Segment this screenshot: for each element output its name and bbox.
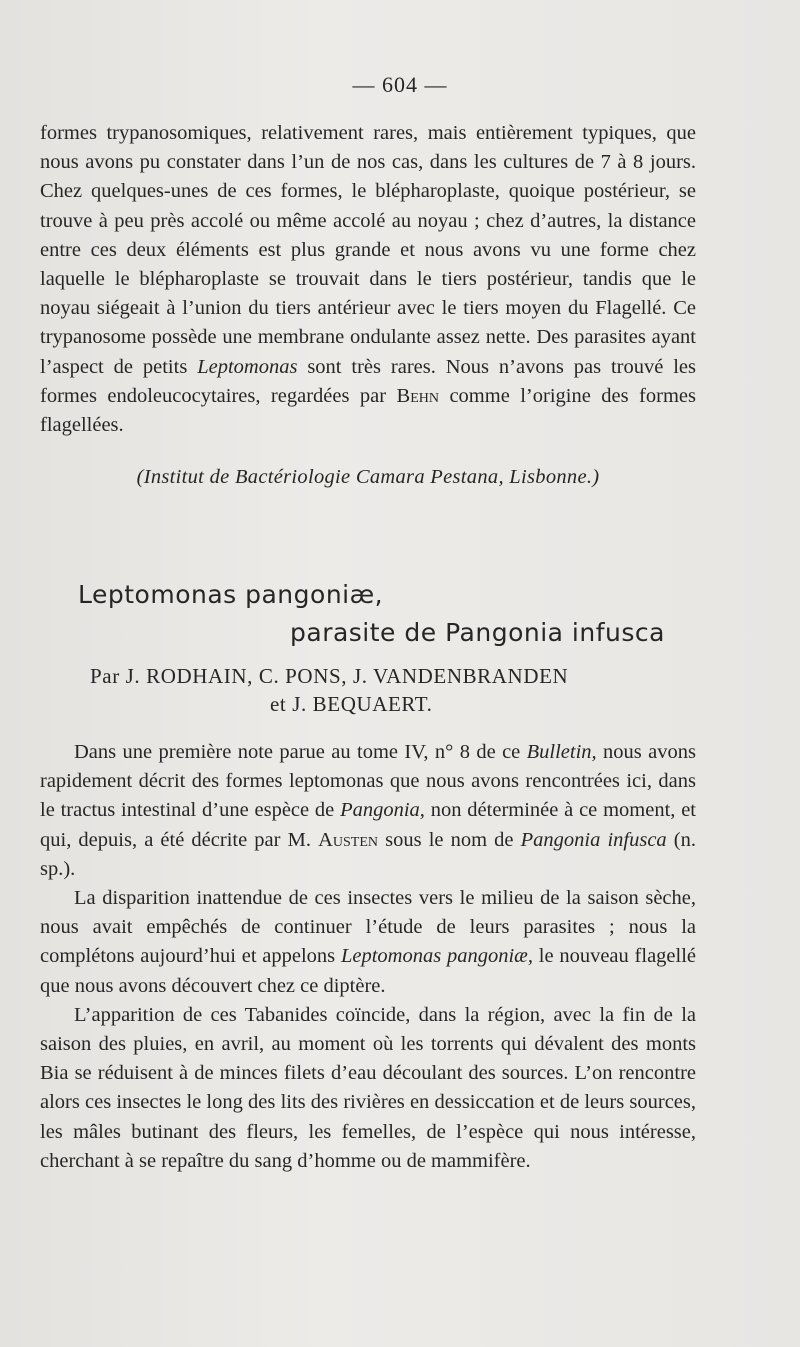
- text-run: La disparition inattendue de ces insectes vers le milieu de la saison sèche, nous avait empêchés de continuer l’étude de leurs parasites ; nous la complétons aujourd’hui et appelons: [40, 887, 696, 968]
- text-run: Dans une première note parue au tome IV, n° 8 de ce: [74, 741, 527, 763]
- continuation-paragraph: [40, 119, 696, 440]
- species-leptomonas-pangoniae: Leptomonas pangoniæ,: [340, 945, 533, 968]
- author-austen: Austen: [318, 828, 378, 851]
- continuation-section: [40, 119, 696, 440]
- text-run: comme l’origine des formes flagellées.: [40, 384, 696, 437]
- author-behn: Behn: [396, 384, 439, 407]
- text-run: formes trypanosomiques, relativement rares, mais entièrement typiques, que nous avons pu constater dans l’un de nos cas, dans les cultures de 7 à 8 jours. Chez quelques-unes de ces formes, le blépharoplaste, quoique postérieur, se trouve à peu près accolé ou même accolé au noyau ; chez d’autres, la distance entre ces deux éléments est plus grande et nous avons vu une forme chez laquelle le blépharoplaste se trouvait dans le tiers postérieur, tandis que le noyau siégeait à l’union du tiers antérieur avec le tiers moyen du Flagellé. Ce trypanosome possède une membrane ondulante assez nette. Des parasites ayant l’aspect de petits: [40, 122, 696, 378]
- text-run: sont très rares. Nous n’avons pas trouvé les formes endoleucocytaires, regardées par: [40, 355, 696, 407]
- authors-line1: Par J. RODHAIN, C. PONS, J. VANDENBRANDEN: [90, 664, 569, 688]
- text-run: le nouveau flagellé que nous avons découvert chez ce diptère.: [40, 945, 697, 997]
- journal-bulletin: Bulletin,: [526, 741, 597, 763]
- text-run: (n. sp.).: [40, 828, 697, 880]
- body-paragraph-2: [40, 884, 696, 1001]
- genus-pangonia: Pangonia,: [340, 799, 425, 822]
- body-paragraph-3: L’apparition de ces Tabanides coïncide, dans la région, avec la fin de la saison des pluies, en avril, au moment où les torrents qui dévalent des monts Bia se réduisent à de minces filets d’eau découlant des sources. L’on rencontre alors ces insectes le long des lits des rivières en dessiccation et de leurs sources, les mâles butinant des fleurs, les femelles, de l’espèce qui nous intéresse, cherchant à se repaître du sang d’homme ou de mammifère.: [40, 1003, 696, 1172]
- affiliation-note: (Institut de Bactériologie Camara Pestana, Lisbonne.): [136, 466, 600, 488]
- article-title-line1: Leptomonas pangoniæ,: [78, 580, 384, 609]
- body-paragraph-1: [40, 738, 696, 884]
- genus-leptomonas: Leptomonas: [197, 355, 298, 378]
- article-title-line2: parasite de Pangonia infusca: [290, 618, 665, 647]
- text-run: nous avons rapidement décrit des formes leptomonas que nous avons rencontrées ici, dans le tractus intestinal d’une espèce de: [40, 741, 696, 822]
- page-number: — 604 —: [352, 72, 448, 97]
- text-run: non déterminée à ce moment, et qui, depuis, a été décrite par M.: [40, 799, 696, 851]
- authors-line2: et J. BEQUAERT.: [270, 692, 433, 716]
- species-pangonia-infusca: Pangonia infusca: [520, 828, 667, 851]
- text-run: sous le nom de: [378, 828, 521, 851]
- article-body: [40, 738, 696, 1176]
